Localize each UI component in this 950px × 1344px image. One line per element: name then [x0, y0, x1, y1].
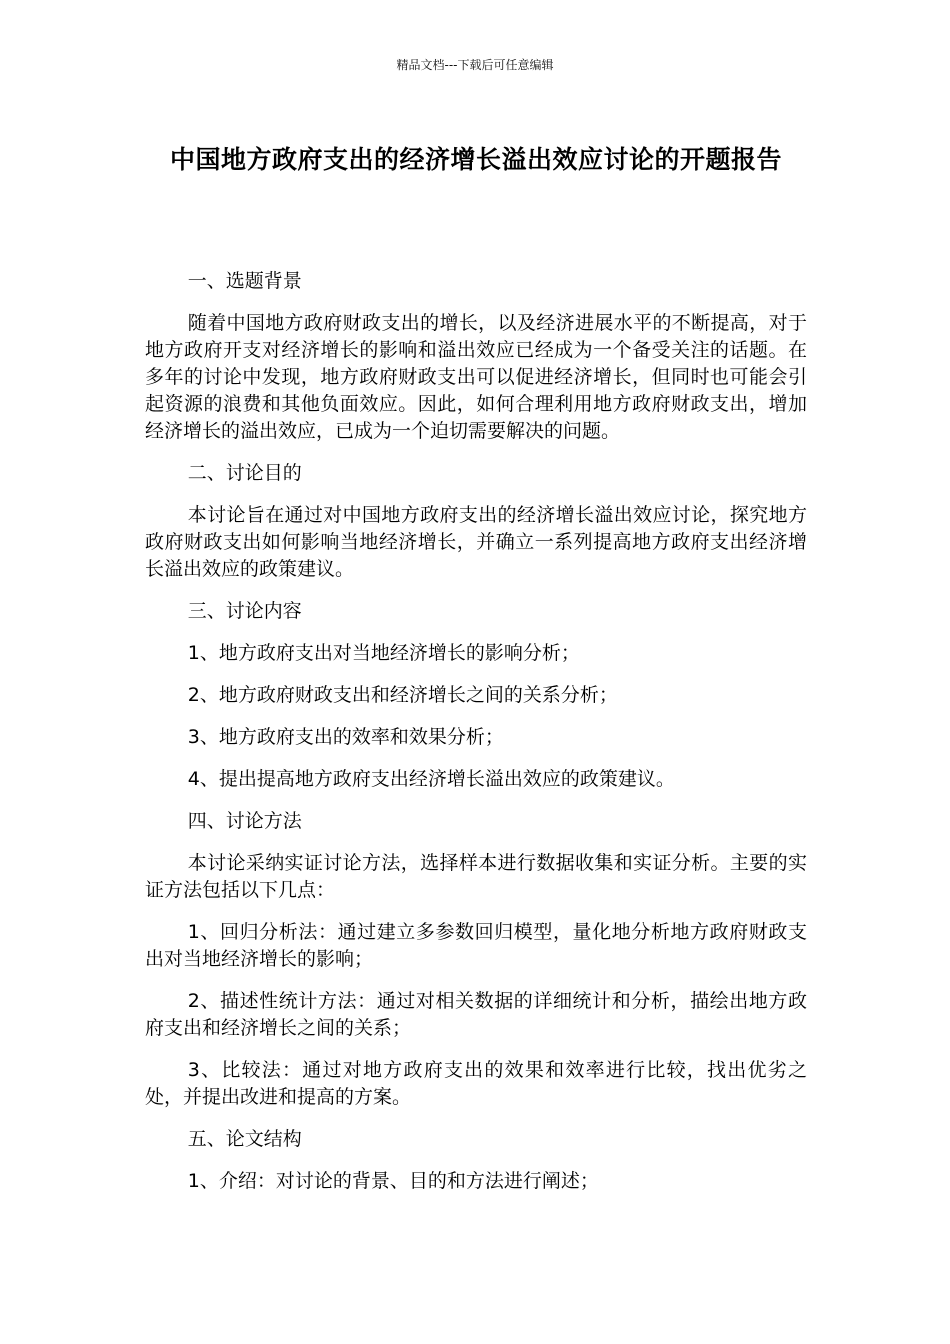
section-heading-method: 四、讨论方法: [187, 810, 302, 832]
list-item-method-1: 1、回归分析法：通过建立多参数回归模型，量化地分析地方政府财政支出对当地经济增长的影响；: [145, 921, 807, 970]
list-item-content-3: 3、地方政府支出的效率和效果分析；: [187, 726, 504, 748]
document-title: 中国地方政府支出的经济增长溢出效应讨论的开题报告: [169, 145, 782, 174]
list-item-content-1: 1、地方政府支出对当地经济增长的影响分析；: [187, 642, 580, 664]
section-heading-content: 三、讨论内容: [187, 600, 302, 622]
list-item-content-4: 4、提出提高地方政府支出经济增长溢出效应的政策建议。: [187, 768, 675, 790]
section-heading-background: 一、选题背景: [187, 270, 302, 292]
section-heading-purpose: 二、讨论目的: [187, 462, 302, 484]
paragraph-background: 随着中国地方政府财政支出的增长，以及经济进展水平的不断提高，对于地方政府开支对经济增长的影响和溢出效应已经成为一个备受关注的话题。在多年的讨论中发现，地方政府财政支出可以促进经济增长，但同时也可能会引起资源的浪费和其他负面效应。因此，如何合理利用地方政府财政支出，增加经济增长的溢出效应，已成为一个迫切需要解决的问题。: [145, 312, 807, 442]
list-item-structure-1: 1、介绍：对讨论的背景、目的和方法进行阐述；: [187, 1170, 599, 1192]
paragraph-purpose: 本讨论旨在通过对中国地方政府支出的经济增长溢出效应讨论，探究地方政府财政支出如何影响当地经济增长，并确立一系列提高地方政府支出经济增长溢出效应的政策建议。: [145, 504, 807, 580]
list-item-content-2: 2、地方政府财政支出和经济增长之间的关系分析；: [187, 684, 618, 706]
document-body: [145, 268, 807, 1210]
paragraph-method: 本讨论采纳实证讨论方法，选择样本进行数据收集和实证分析。主要的实证方法包括以下几点：: [145, 852, 807, 901]
list-item-method-2: 2、描述性统计方法：通过对相关数据的详细统计和分析，描绘出地方政府支出和经济增长之间的关系；: [145, 990, 807, 1039]
page-header: 精品文档---下载后可任意编辑: [396, 58, 554, 72]
section-heading-structure: 五、论文结构: [187, 1128, 302, 1150]
list-item-method-3: 3、比较法：通过对地方政府支出的效果和效率进行比较，找出优劣之处，并提出改进和提高的方案。: [145, 1059, 807, 1108]
